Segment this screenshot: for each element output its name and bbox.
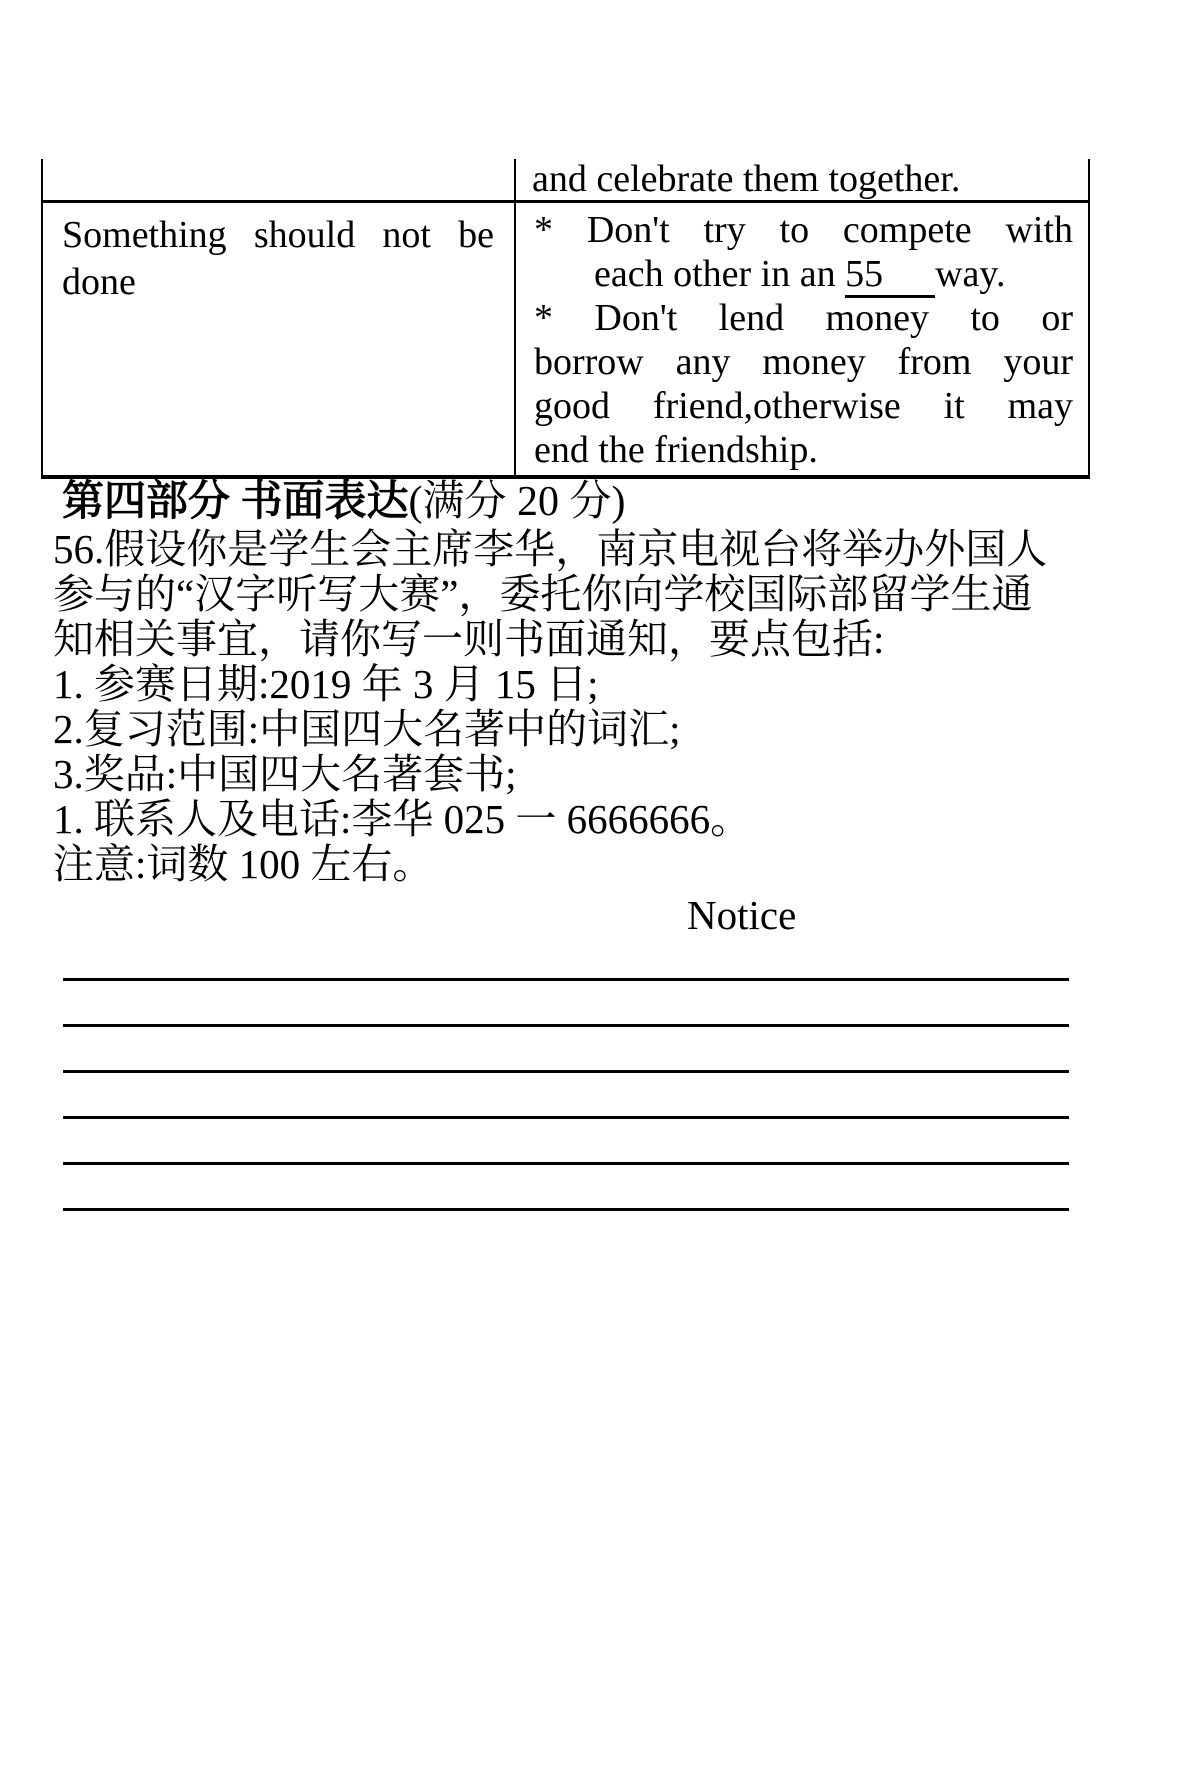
table-row xyxy=(43,203,1088,475)
task-point-line: 3.奖品:中国四大名著套书; xyxy=(53,751,517,797)
table-cell-heading xyxy=(43,203,516,475)
note-line: 注意:词数 100 左右。 xyxy=(53,841,434,887)
table-text-line: Something should not be xyxy=(62,214,494,256)
table-text-line: end the friendship. xyxy=(534,429,818,471)
table-text-line: borrow any money from your xyxy=(534,341,1073,383)
line-suffix: way. xyxy=(935,253,1006,295)
task-point-line: 2.复习范围:中国四大名著中的词汇; xyxy=(53,706,681,752)
table-cell-content xyxy=(516,159,1088,200)
line-prefix: each other in an xyxy=(594,253,846,295)
writing-task-section xyxy=(0,477,1200,938)
notes-table xyxy=(41,159,1090,479)
paragraph-line: 参与的“汉字听写大赛”，委托你向学校国际部留学生通 xyxy=(53,571,1033,617)
table-text-line: done xyxy=(62,261,136,303)
table-text-line: and celebrate them together. xyxy=(532,158,961,200)
writing-line xyxy=(63,978,1069,981)
table-cell-heading-empty xyxy=(43,159,516,200)
table-text-line xyxy=(534,252,1073,296)
paragraph-line: 56.假设你是学生会主席李华，南京电视台将举办外国人 xyxy=(53,526,1048,572)
writing-line xyxy=(63,1024,1069,1027)
fill-blank-55: 55 xyxy=(845,253,935,298)
section-title-bold: 第四部分 书面表达 xyxy=(62,479,409,525)
writing-line xyxy=(63,1208,1069,1211)
table-text-line: * Don't try to compete with xyxy=(534,209,1073,251)
writing-line xyxy=(63,1162,1069,1165)
writing-line xyxy=(63,1116,1069,1119)
task-point-line: 1. 参赛日期:2019 年 3 月 15 日; xyxy=(53,661,599,707)
paragraph-line: 知相关事宜，请你写一则书面通知，要点包括: xyxy=(53,616,885,662)
table-text-line: * Don't lend money to or xyxy=(534,297,1073,339)
notice-heading: Notice xyxy=(687,892,797,938)
table-cell-content xyxy=(516,203,1088,475)
task-point-line: 1. 联系人及电话:李华 025 一 6666666。 xyxy=(53,796,752,842)
table-text-line: good friend,otherwise it may xyxy=(534,385,1073,427)
section-title xyxy=(53,477,1200,527)
writing-line xyxy=(63,1070,1069,1073)
table-row xyxy=(43,159,1088,203)
section-title-paren: (满分 20 分) xyxy=(408,479,626,525)
